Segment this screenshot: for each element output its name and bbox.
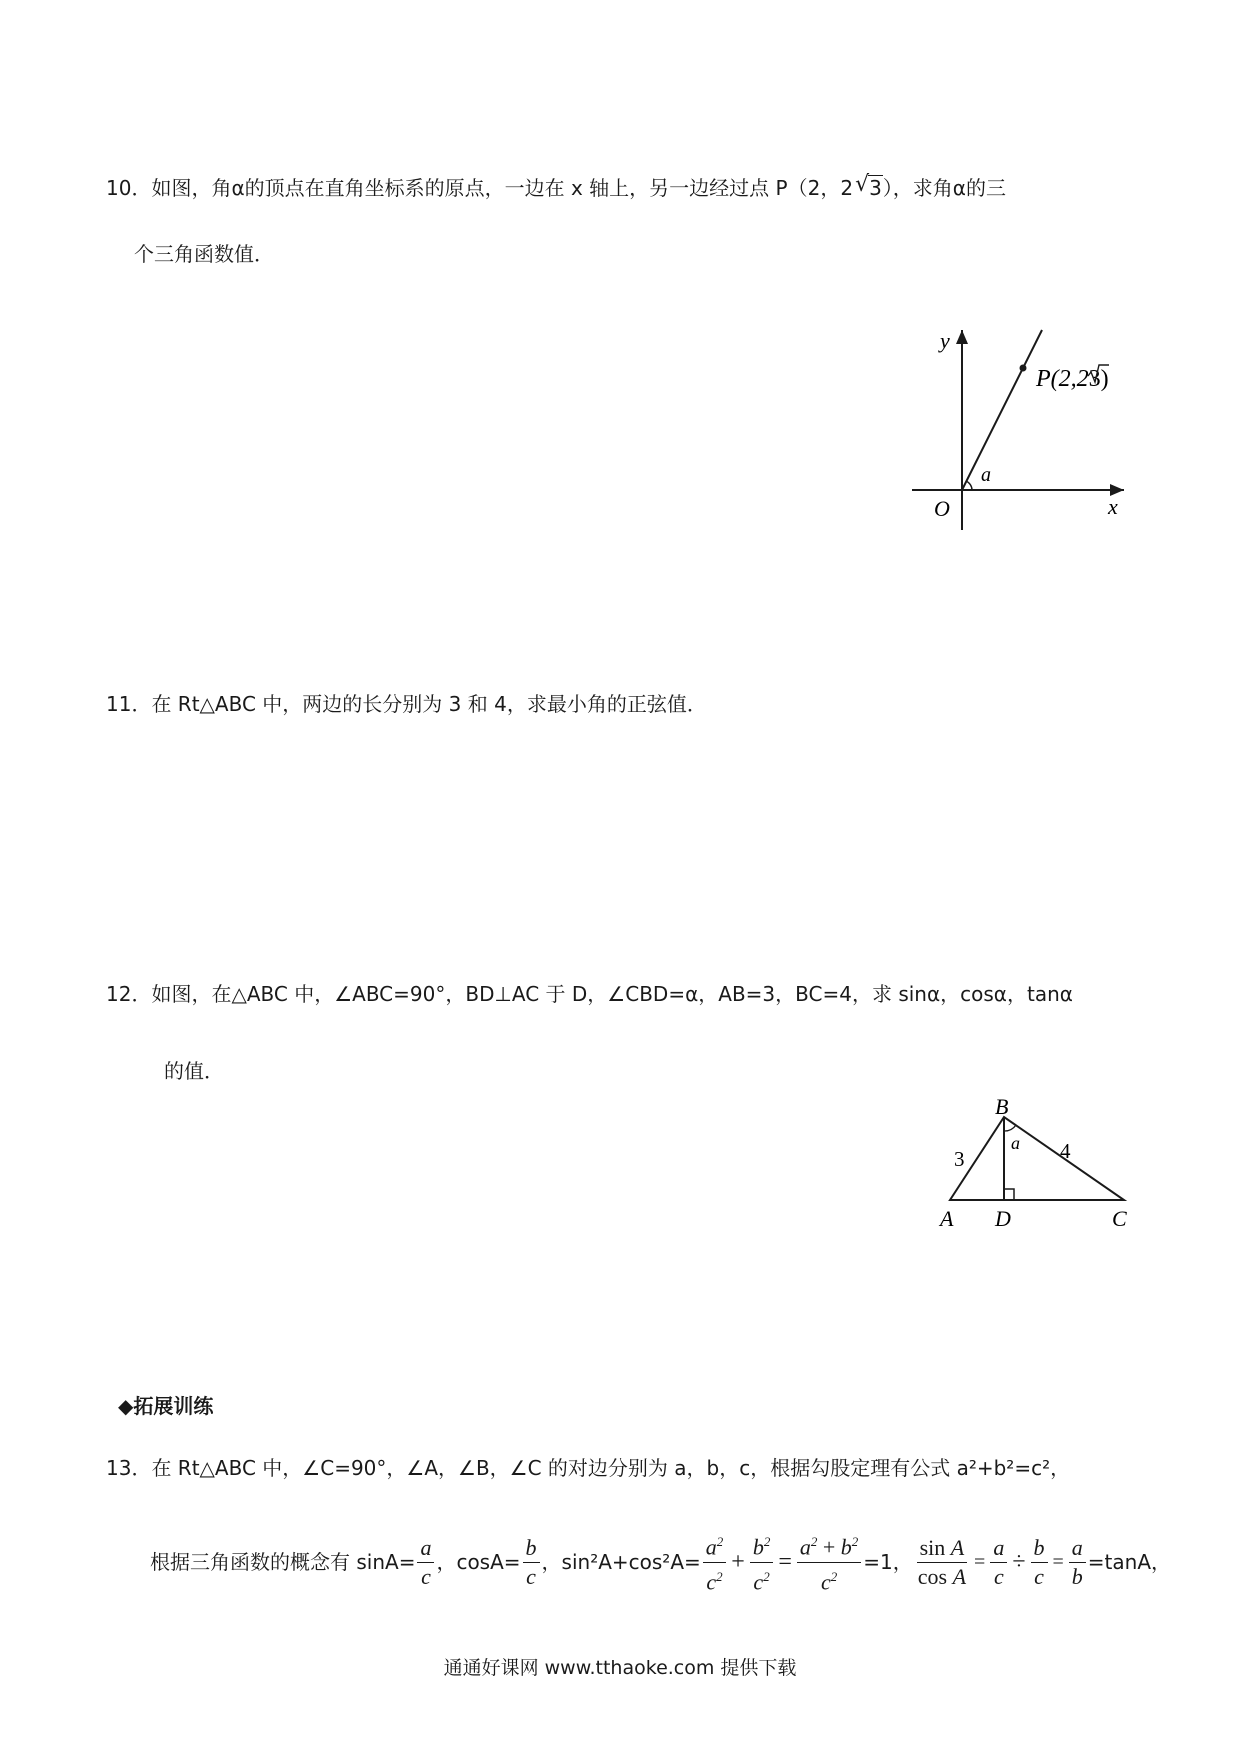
vertex-d-label: D — [995, 1206, 1011, 1230]
q13-eq-one-text: =1， — [863, 1550, 913, 1574]
side-bc-label: 4 — [1060, 1139, 1071, 1163]
q13-lead-text: 根据三角函数的概念有 sinA= — [150, 1550, 416, 1574]
q10-line2: 个三角函数值． — [134, 242, 274, 266]
q13-formula-line — [150, 1530, 1171, 1594]
origin-label: O — [934, 496, 950, 521]
triangle-abc — [950, 1117, 1124, 1200]
section-heading: ◆拓展训练 — [118, 1394, 214, 1418]
fraction-a-over-c — [990, 1535, 1007, 1590]
side-ab-label: 3 — [954, 1147, 965, 1171]
right-angle-mark — [1004, 1189, 1014, 1200]
frac-den: c — [526, 1563, 536, 1589]
q12-line1: 12．如图，在△ABC 中，∠ABC=90°，BD⊥AC 于 D，∠CBD=α，AB=3，BC=4，求 sinα，cosα，tanα — [106, 982, 1073, 1006]
point-p-radicand: 3 — [1088, 366, 1101, 392]
frac-den: cos A — [917, 1563, 967, 1589]
terminal-side — [962, 330, 1042, 490]
fraction-b-over-c — [1031, 1535, 1048, 1590]
figure-angle-coordinate — [900, 325, 1140, 545]
q13-line1: 13．在 Rt△ABC 中，∠C=90°，∠A，∠B，∠C 的对边分别为 a，b，c，根据勾股定理有公式 a²+b²=c²， — [106, 1456, 1071, 1480]
y-label: y — [940, 328, 950, 353]
sqrt-symbol — [855, 174, 883, 202]
q13-tan-text: =tanA， — [1087, 1550, 1171, 1574]
frac-num: a — [417, 1535, 434, 1563]
equals-sign: = — [974, 1551, 986, 1573]
y-axis-arrow — [956, 330, 968, 344]
q11-text: 11．在 Rt△ABC 中，两边的长分别为 3 和 4，求最小角的正弦值． — [106, 692, 707, 716]
q13-cos-text: ，cosA= — [436, 1550, 521, 1574]
point-p — [1020, 365, 1027, 372]
frac-num: $a^2$ — [703, 1529, 727, 1562]
plus-sign: + — [731, 1549, 745, 1575]
q10-line1 — [106, 174, 1006, 202]
frac-den: $c^2$ — [753, 1568, 770, 1594]
fraction-b-over-c — [523, 1535, 540, 1590]
frac-num: b — [1031, 1535, 1048, 1563]
q12-line2: 的值． — [164, 1059, 224, 1083]
q13-sum-text: ，sin²A+cos²A= — [541, 1550, 701, 1574]
fraction-sin-over-cos — [915, 1535, 969, 1590]
frac-den: $c^2$ — [820, 1568, 838, 1594]
frac-num: $a^2 + b^2$ — [797, 1529, 861, 1562]
angle-arc-cbd — [1004, 1125, 1016, 1131]
frac-num: sin A — [917, 1535, 968, 1563]
point-p-text: P(2,2 — [1036, 366, 1089, 392]
equals-sign: = — [1052, 1551, 1064, 1573]
alpha-label: a — [981, 464, 991, 486]
vertex-a-label: A — [940, 1206, 954, 1230]
frac-den: c — [993, 1563, 1004, 1589]
vertex-b-label: B — [995, 1095, 1009, 1119]
fraction-a2-over-c2 — [703, 1529, 727, 1595]
frac-num: a — [1069, 1535, 1086, 1563]
frac-den: c — [421, 1563, 431, 1589]
vertex-c-label: C — [1112, 1206, 1127, 1230]
frac-num: a — [990, 1535, 1007, 1563]
fraction-a-over-c — [417, 1535, 434, 1590]
point-p-close: ) — [1100, 366, 1109, 392]
figure-right-triangle — [930, 1095, 1130, 1230]
alpha-label: a — [1011, 1133, 1020, 1153]
q10-text-before: 10．如图，角α的顶点在直角坐标系的原点，一边在 x 轴上，另一边经过点 P（2，2 — [106, 176, 854, 200]
frac-den: c — [1034, 1563, 1044, 1589]
frac-num: b — [523, 1535, 540, 1563]
q10-radicand: 3 — [869, 176, 882, 200]
fraction-sum-over-c2 — [797, 1529, 861, 1595]
frac-den: b — [1071, 1563, 1083, 1589]
x-label: x — [1108, 494, 1118, 519]
page-footer: 通通好课网 www.tthaoke.com 提供下载 — [443, 1657, 797, 1679]
frac-den: $c^2$ — [706, 1568, 723, 1594]
fraction-a-over-b — [1069, 1535, 1086, 1590]
divide-sign: ÷ — [1012, 1549, 1026, 1575]
equals-sign: = — [778, 1549, 792, 1575]
frac-num: $b^2$ — [750, 1529, 774, 1562]
fraction-b2-over-c2 — [750, 1529, 774, 1595]
q10-text-after: ），求角α的三 — [882, 176, 1006, 200]
